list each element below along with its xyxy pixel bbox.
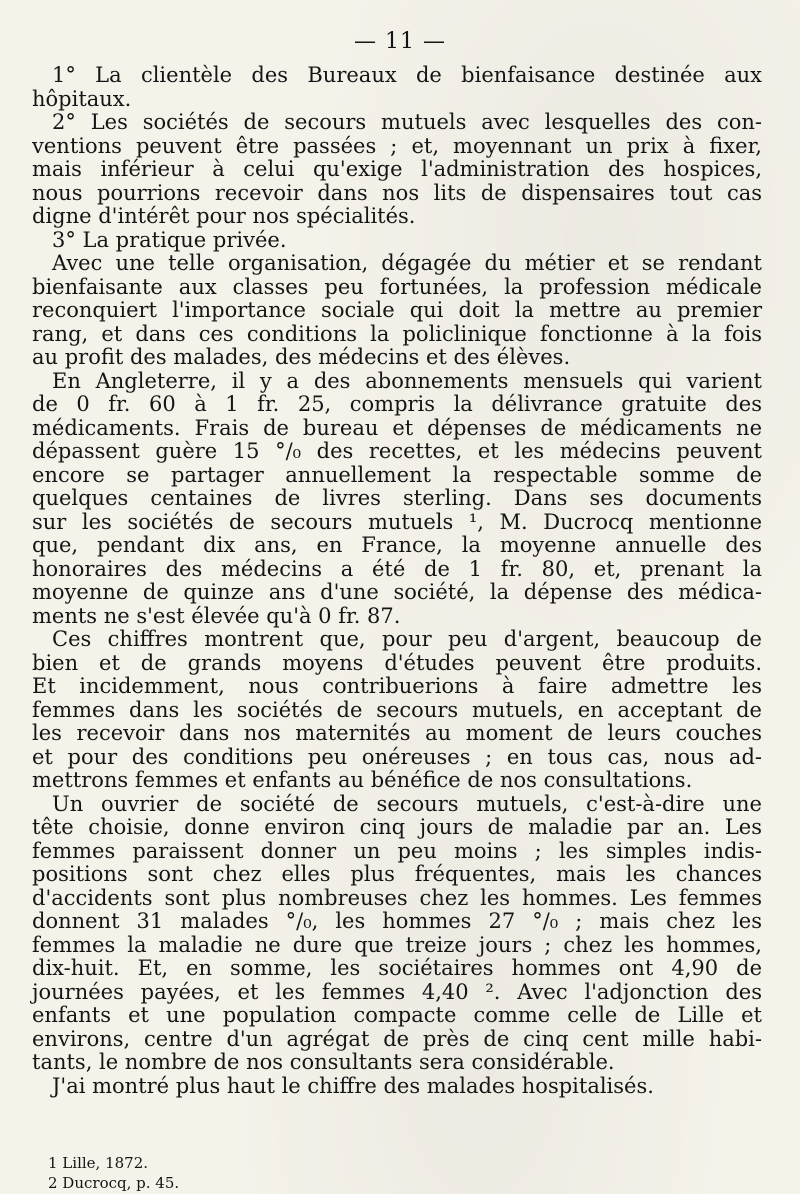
text-line: moyenne de quinze ans d'une société, la dépense des médica-	[32, 580, 762, 604]
text-line: dix-huit. Et, en somme, les sociétaires hommes ont 4,90 de	[32, 956, 762, 980]
text-line: environs, centre d'un agrégat de près de cinq cent mille habi-	[32, 1026, 762, 1051]
text-line: sur les sociétés de secours mutuels ¹, M. Ducrocq mentionne	[32, 509, 762, 534]
footnote: 1 Lille, 1872.	[48, 1154, 149, 1172]
text-line: ventions peuvent être passées ; et, moyennant un prix à fixer,	[32, 133, 762, 158]
text-line: J'ai montré plus haut le chiffre des malades hospitalisés.	[52, 1073, 654, 1098]
text-line: honoraires des médecins a été de 1 fr. 80, et, prenant la	[32, 556, 762, 581]
text-line: 1° La clientèle des Bureaux de bienfaisance destinée aux	[52, 63, 762, 87]
text-line: tants, le nombre de nos consultants sera considérable.	[32, 1050, 615, 1074]
text-line: ments ne s'est élevée qu'à 0 fr. 87.	[32, 603, 401, 628]
text-line: bien et de grands moyens d'études peuvent être produits.	[32, 650, 762, 675]
text-line: médicaments. Frais de bureau et dépenses de médicaments ne	[32, 415, 762, 440]
footnotes	[48, 1153, 468, 1193]
text-line: les recevoir dans nos maternités au moment de leurs couches	[32, 721, 762, 745]
text-line: encore se partager annuellement la respectable somme de	[32, 462, 762, 487]
text-line: bienfaisante aux classes peu fortunées, la profession médicale	[32, 274, 762, 299]
text-line: En Angleterre, il y a des abonnements mensuels qui varient	[52, 368, 762, 393]
text-line: Et incidemment, nous contribuerions à faire admettre les	[32, 674, 762, 698]
text-line: mais inférieur à celui qu'exige l'administration des hospices,	[32, 157, 762, 181]
text-line: Un ouvrier de société de secours mutuels, c'est-à-dire une	[52, 791, 762, 816]
text-line: d'accidents sont plus nombreuses chez les hommes. Les femmes	[32, 885, 762, 910]
text-line: que, pendant dix ans, en France, la moyenne annuelle des	[32, 533, 762, 557]
text-line: de 0 fr. 60 à 1 fr. 25, compris la délivrance gratuite des	[32, 392, 762, 416]
text-line: donnent 31 malades °/₀, les hommes 27 °/₀ ; mais chez les	[32, 909, 762, 933]
text-line: nous pourrions recevoir dans nos lits de dispensaires tout cas	[32, 180, 762, 205]
text-line: quelques centaines de livres sterling. Dans ses documents	[32, 486, 762, 510]
text-line: femmes dans les sociétés de secours mutuels, en acceptant de	[32, 697, 762, 722]
text-line: femmes la maladie ne dure que treize jours ; chez les hommes,	[32, 932, 762, 957]
text-line: au profit des malades, des médecins et des élèves.	[32, 345, 571, 369]
text-line: positions sont chez elles plus fréquentes, mais les chances	[32, 862, 762, 886]
text-line: Ces chiffres montrent que, pour peu d'argent, beaucoup de	[52, 627, 762, 651]
text-line: hôpitaux.	[32, 86, 132, 111]
text-line: 3° La pratique privée.	[52, 227, 287, 252]
footnote: 2 Ducrocq, p. 45.	[48, 1174, 180, 1192]
text-line: et pour des conditions peu onéreuses ; en tous cas, nous ad-	[32, 744, 762, 769]
text-line: mettrons femmes et enfants au bénéfice de nos consultations.	[32, 768, 693, 792]
text-line: Avec une telle organisation, dégagée du métier et se rendant	[52, 251, 762, 275]
text-line: femmes paraissent donner un peu moins ; les simples indis-	[32, 838, 762, 863]
text-line: tête choisie, donne environ cinq jours de maladie par an. Les	[32, 815, 762, 839]
text-line: journées payées, et les femmes 4,40 ². Avec l'adjonction des	[32, 979, 762, 1004]
text-line: digne d'intérêt pour nos spécialités.	[32, 204, 416, 228]
text-line: enfants et une population compacte comme celle de Lille et	[32, 1003, 762, 1027]
text-line: dépassent guère 15 °/₀ des recettes, et les médecins peuvent	[32, 439, 762, 463]
text-line: 2° Les sociétés de secours mutuels avec lesquelles des con-	[52, 110, 762, 134]
text-line: reconquiert l'importance sociale qui doit la mettre au premier	[32, 298, 762, 322]
body-text	[32, 64, 762, 1098]
text-line: rang, et dans ces conditions la policlinique fonctionne à la fois	[32, 321, 762, 346]
page-number: — 11 —	[354, 29, 446, 54]
